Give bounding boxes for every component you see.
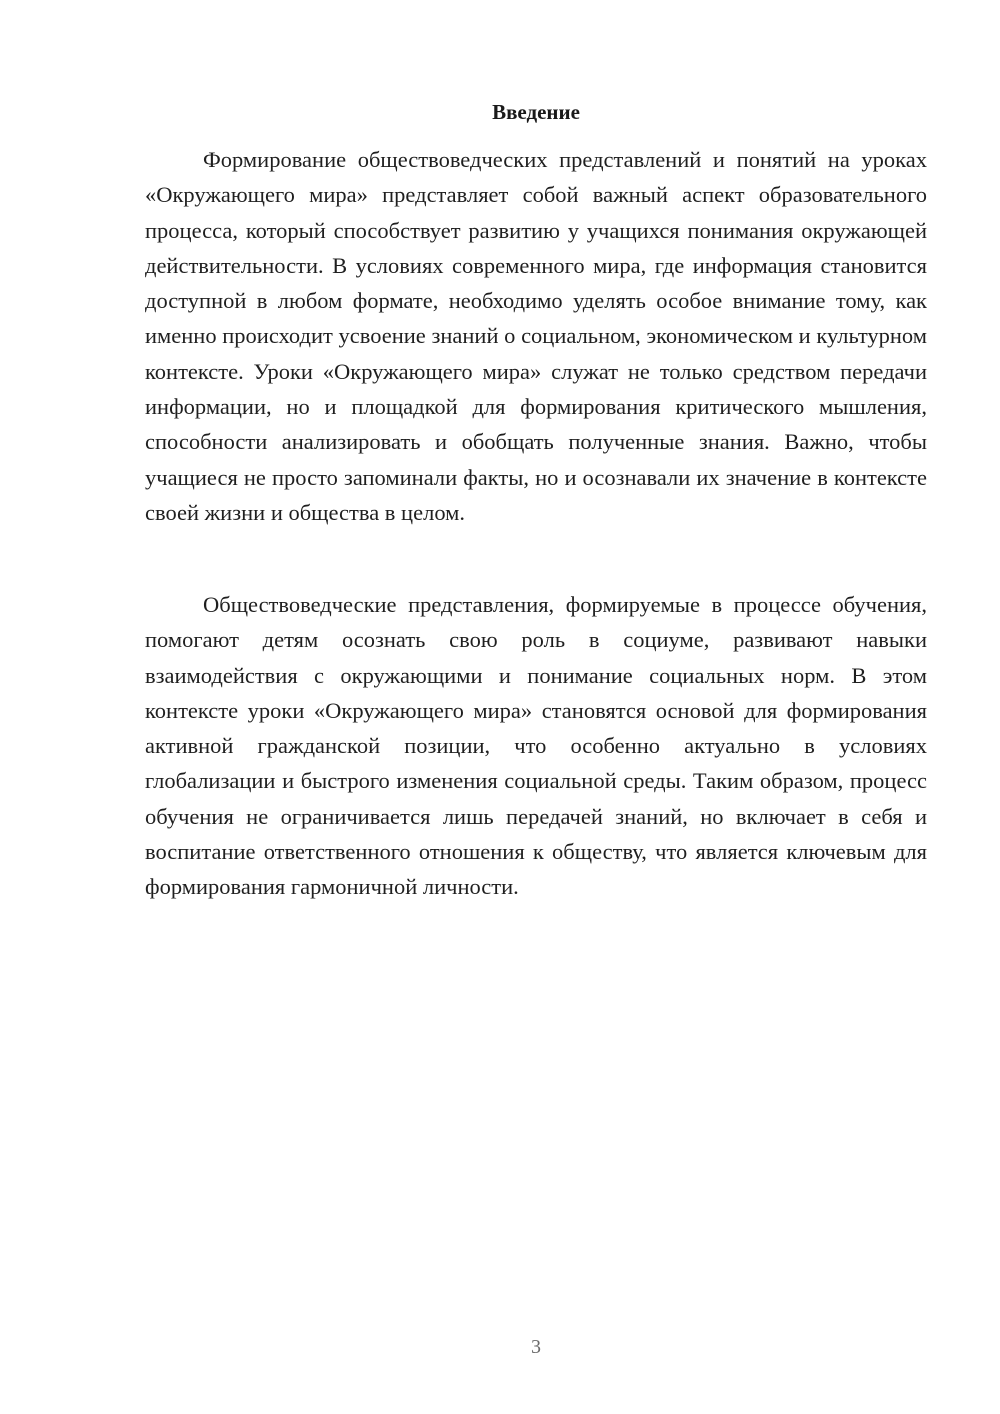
page-number: 3 xyxy=(531,1336,541,1358)
section-title: Введение xyxy=(492,100,580,124)
paragraph-2: Обществоведческие представления, формируемые в процессе обучения, помогают детям осознать свою роль в социуме, развивают навыки взаимодействия с окружающими и понимание социальных норм. В этом контексте уроки «Окружающего мира» становятся основой для формирования активной гражданской позиции, что особенно актуально в условиях глобализации и быстрого изменения социальной среды. Таким образом, процесс обучения не ограничивается лишь передачей знаний, но включает в себя и воспитание ответственного отношения к обществу, что является ключевым для формирования гармоничной личности. xyxy=(145,592,927,900)
paragraph-1: Формирование обществоведческих представлений и понятий на уроках «Окружающего мира» представляет собой важный аспект образовательного процесса, который способствует развитию у учащихся понимания окружающей действительности. В условиях современного мира, где информация становится доступной в любом формате, необходимо уделять особое внимание тому, как именно происходит усвоение знаний о социальном, экономическом и культурном контексте. Уроки «Окружающего мира» служат не только средством передачи информации, но и площадкой для формирования критического мышления, способности анализировать и обобщать полученные знания. Важно, чтобы учащиеся не просто запоминали факты, но и осознавали их значение в контексте своей жизни и общества в целом. xyxy=(145,147,927,525)
